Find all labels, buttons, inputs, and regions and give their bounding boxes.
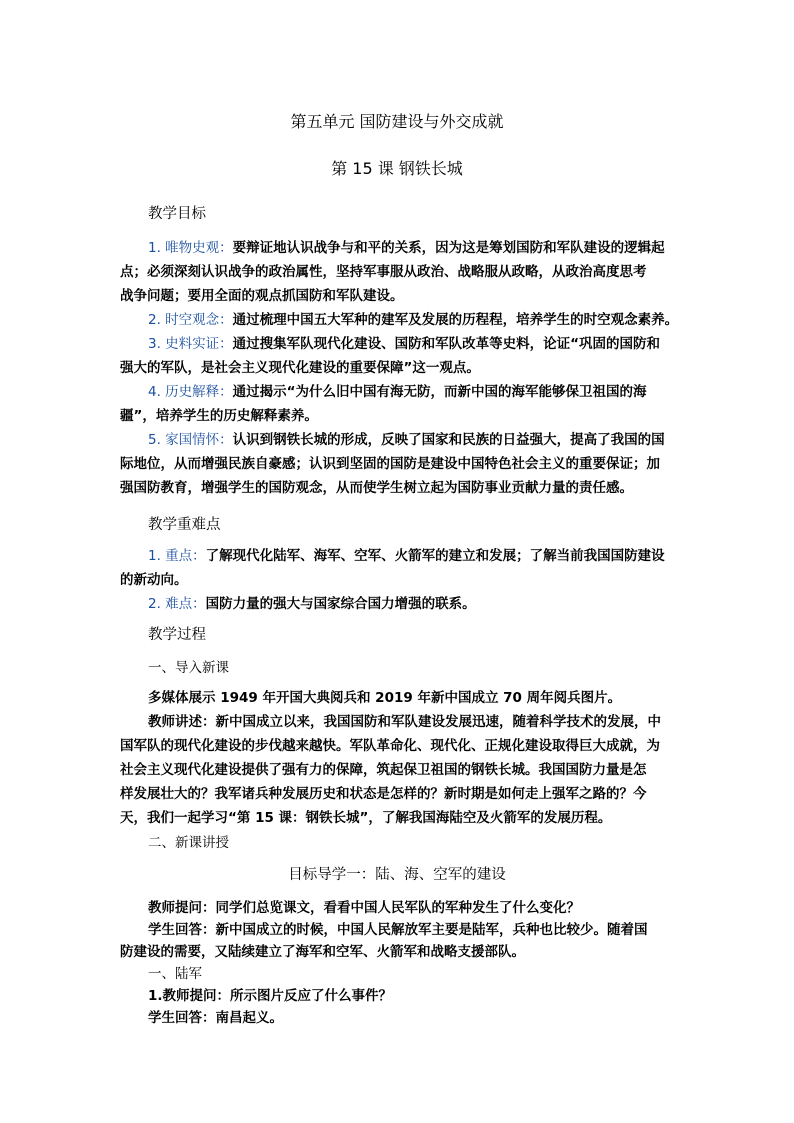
goals-heading: 教学目标 bbox=[148, 206, 206, 222]
new-lesson-heading: 二、新课讲授 bbox=[148, 835, 229, 851]
goal-5-line-3: 强国防教育，增强学生的国防观念，从而使学生树立起为国防事业贡献力量的责任感。 bbox=[120, 480, 633, 496]
goal-1-line-2: 点；必须深刻认识战争的政治属性，坚持军事服从政治、战略服从政略，从政治高度思考 bbox=[120, 264, 647, 280]
guide-title: 目标导学一：陆、海、空军的建设 bbox=[288, 867, 506, 883]
goal-4-line-2: 疆”，培养学生的历史解释素养。 bbox=[120, 408, 318, 424]
intro-line-6: 天，我们一起学习“第 15 课：钢铁长城”，了解我国海陆空及火箭军的发展历程。 bbox=[120, 810, 612, 826]
key-point-2-line-1: 2. 难点：国防力量的强大与国家综合国力增强的联系。 bbox=[148, 596, 476, 612]
key-point-1-label: 1. 重点： bbox=[148, 548, 206, 564]
goal-2-label: 2. 时空观念： bbox=[148, 312, 233, 328]
intro-line-1: 多媒体展示 1949 年开国大典阅兵和 2019 年新中国成立 70 周年阅兵图片。 bbox=[148, 690, 622, 706]
key-point-1-line-1: 1. 重点：了解现代化陆军、海军、空军、火箭军的建立和发展；了解当前我国国防建设 bbox=[148, 548, 665, 564]
guide-line-3: 防建设的需要，又陆续建立了海军和空军、火箭军和战略支援部队。 bbox=[120, 944, 525, 960]
army-line-1: 1.教师提问：所示图片反应了什么事件？ bbox=[148, 988, 393, 1004]
goal-3-label: 3. 史料实证： bbox=[148, 336, 233, 352]
intro-line-5: 样发展壮大的？我军诸兵种发展历史和状态是怎样的？新时期是如何走上强军之路的？今 bbox=[120, 786, 647, 802]
key-points-heading: 教学重难点 bbox=[148, 517, 221, 533]
goal-5-label: 5. 家国情怀： bbox=[148, 432, 233, 448]
goal-1-label: 1. 唯物史观： bbox=[148, 240, 233, 256]
key-point-2-label: 2. 难点： bbox=[148, 596, 206, 612]
goal-5-line-2: 际地位，从而增强民族自豪感；认识到坚固的国防是建设中国特色社会主义的重要保证；加 bbox=[120, 456, 660, 472]
goal-4-line-1: 4. 历史解释：通过揭示“为什么旧中国有海无防，而新中国的海军能够保卫祖国的海 bbox=[148, 384, 647, 400]
intro-line-4: 社会主义现代化建设提供了强有力的保障，筑起保卫祖国的钢铁长城。我国国防力量是怎 bbox=[120, 762, 647, 778]
intro-heading: 一、导入新课 bbox=[148, 660, 229, 676]
intro-line-3: 国军队的现代化建设的步伐越来越快。军队革命化、现代化、正规化建设取得巨大成就，为 bbox=[120, 738, 660, 754]
army-heading: 一、陆军 bbox=[148, 966, 202, 982]
goal-1-line-1: 1. 唯物史观：要辩证地认识战争与和平的关系，因为这是筹划国防和军队建设的逻辑起 bbox=[148, 240, 665, 256]
army-line-2: 学生回答：南昌起义。 bbox=[148, 1010, 283, 1026]
guide-line-2: 学生回答：新中国成立的时候，中国人民解放军主要是陆军，兵种也比较少。随着国 bbox=[148, 922, 648, 938]
goal-2-line-1: 2. 时空观念：通过梳理中国五大军种的建军及发展的历程程，培养学生的时空观念素养。 bbox=[148, 312, 679, 328]
goal-4-label: 4. 历史解释： bbox=[148, 384, 233, 400]
intro-line-2: 教师讲述：新中国成立以来，我国国防和军队建设发展迅速，随着科学技术的发展，中 bbox=[148, 714, 661, 730]
process-heading: 教学过程 bbox=[148, 627, 206, 643]
goal-1-line-3: 战争问题；要用全面的观点抓国防和军队建设。 bbox=[120, 288, 404, 304]
lesson-title: 第 15 课 钢铁长城 bbox=[331, 159, 463, 178]
goal-5-line-1: 5. 家国情怀：认识到钢铁长城的形成，反映了国家和民族的日益强大，提高了我国的国 bbox=[148, 432, 665, 448]
unit-title: 第五单元 国防建设与外交成就 bbox=[290, 112, 504, 131]
key-point-1-line-2: 的新动向。 bbox=[120, 572, 188, 588]
guide-line-1: 教师提问：同学们总览课文，看看中国人民军队的军种发生了什么变化？ bbox=[148, 900, 580, 916]
goal-3-line-2: 强大的军队，是社会主义现代化建设的重要保障”这一观点。 bbox=[120, 360, 480, 376]
goal-3-line-1: 3. 史料实证：通过搜集军队现代化建设、国防和军队改革等史料，论证“巩固的国防和 bbox=[148, 336, 661, 352]
